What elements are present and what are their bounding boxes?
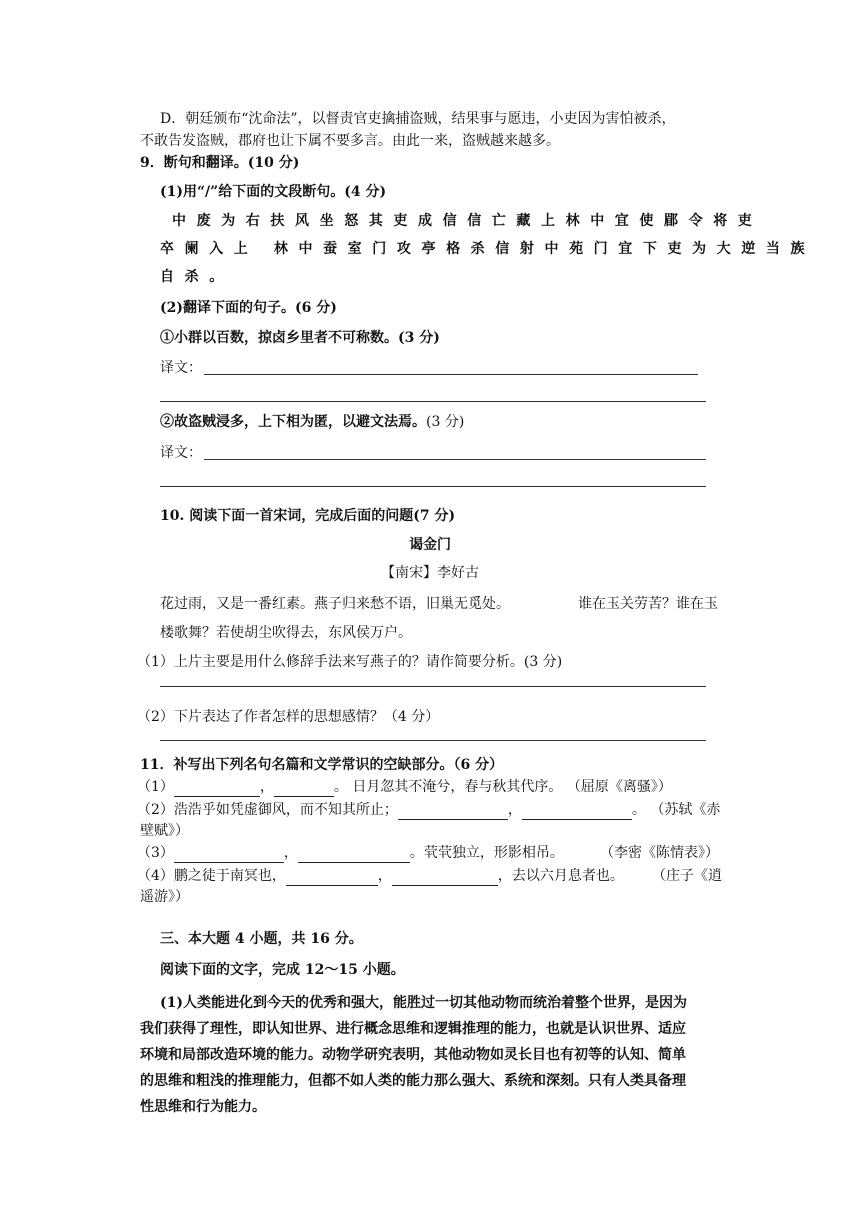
q10-sub2: （2）下片表达了作者怎样的思想感情？（4 分） [137,709,440,725]
para-line-5: 性思维和行为能力。 [140,1099,266,1115]
q10-title: 10. 阅读下面一首宋词，完成后面的问题(7 分) [160,508,456,524]
blank-4a[interactable] [286,871,378,886]
q9-sub1: (1)用“/”给下面的文段断句。(4 分) [160,184,387,200]
answer-line-3[interactable] [160,686,706,687]
para-line-2: 我们获得了理性，即认知世界、进行概念思维和逻辑推理的能力，也就是认识世界、适应 [140,1021,686,1037]
blank-3b[interactable] [298,848,410,863]
q9-passage-line1: 中废为右扶风坐怒其吏成信信亡藏上林中宜使郿令将吏 [172,213,763,229]
blank-3a[interactable] [174,848,284,863]
translate-label-1: 译文： [160,360,202,376]
item1-text: 。 日月忽其不淹兮，春与秋其代序。 （屈原《离骚》） [333,779,672,795]
blank-1b[interactable] [274,782,334,797]
q11-item2 [137,800,720,820]
q9-sentence2 [160,412,464,432]
q11-item4-source: （庄子《逍 [652,868,722,884]
answer-line-2a[interactable] [204,459,706,460]
q11-title: 11．补写出下列名句名篇和文学常识的空缺部分。（6 分） [140,757,504,773]
q9-sentence2-score: (3 分) [426,414,465,430]
poem-line-1a: 花过雨，又是一番红素。燕子归来愁不语，旧巢无觅处。 [160,596,510,612]
item4-sep: ， [377,868,392,884]
q11-item4 [137,866,624,886]
q11-item2-cont: 壁赋》） [140,823,189,839]
q11-item3-source: （李密《陈情表》） [600,845,719,861]
q9-title: 9．断句和翻译。(10 分) [140,155,300,171]
item2-end: 。 （苏轼《赤 [631,802,721,818]
blank-2b[interactable] [522,805,632,820]
q9-passage-line3: 自杀。 [160,269,234,285]
answer-line-4[interactable] [160,740,706,741]
option-d-line1: D．朝廷颁布“沈命法”，以督责官吏擒捕盗贼，结果事与愿违，小吏因为害怕被杀， [160,111,676,127]
poem-line-2: 楼歌舞？若使胡尘吹得去，东风侯万户。 [160,625,412,641]
option-d-line2: 不敢告发盗贼，郡府也让下属不要多言。由此一来，盗贼越来越多。 [140,133,560,149]
item3-text: 。茕茕独立，形影相吊。 [409,845,564,861]
q11-item1 [137,777,672,797]
q11-item3 [137,843,564,863]
q9-passage-line2: 卒阑入上 林中蚕室门攻亭格杀信射中苑门宜下吏为大逆当族 [160,241,816,257]
item3-sep: ， [283,845,298,861]
poem-author: 【南宋】李好古 [381,565,479,581]
item1-sep: ， [259,779,274,795]
blank-1a[interactable] [174,782,260,797]
poem-title: 谒金门 [409,537,451,553]
item4-end: ，去以六月息者也。 [497,868,624,884]
q11-item4-cont: 遥游》） [140,889,189,905]
blank-2a[interactable] [398,805,508,820]
answer-line-2b[interactable] [160,486,706,487]
para-line-4: 的思维和粗浅的推理能力，但都不如人类的能力那么强大、系统和深刻。只有人类具备理 [140,1073,686,1089]
para-line-1: (1)人类能进化到今天的优秀和强大，能胜过一切其他动物而统治着整个世界，是因为 [160,995,687,1011]
section3-instruction: 阅读下面的文字，完成 12～15 小题。 [160,962,405,978]
item2-sep: ， [507,802,522,818]
answer-line-1b[interactable] [160,401,706,402]
q9-sentence1: ①小群以百数，掠卤乡里者不可称数。(3 分) [160,330,440,346]
blank-4b[interactable] [392,871,498,886]
item2-text: （2）浩浩乎如凭虚御风，而不知其所止； [137,802,398,818]
q9-sentence2-text: ②故盗贼浸多，上下相为匿，以避文法焉。 [160,414,426,430]
item4-text: （4）鹏之徒于南冥也， [137,868,286,884]
translate-label-2: 译文： [160,445,202,461]
answer-line-1a[interactable] [204,374,698,375]
section3-title: 三、本大题 4 小题，共 16 分。 [160,931,363,947]
para-line-3: 环境和局部改造环境的能力。动物学研究表明，其他动物如灵长目也有初等的认知、简单 [140,1047,686,1063]
q9-sub2: (2)翻译下面的句子。(6 分) [160,300,337,316]
item3-prefix: （3） [137,845,174,861]
q10-sub1: （1）上片主要是用什么修辞手法来写燕子的？请作简要分析。(3 分) [137,654,563,670]
poem-line-1b: 谁在玉关劳苦？谁在玉 [578,596,718,612]
item1-prefix: （1） [137,779,174,795]
